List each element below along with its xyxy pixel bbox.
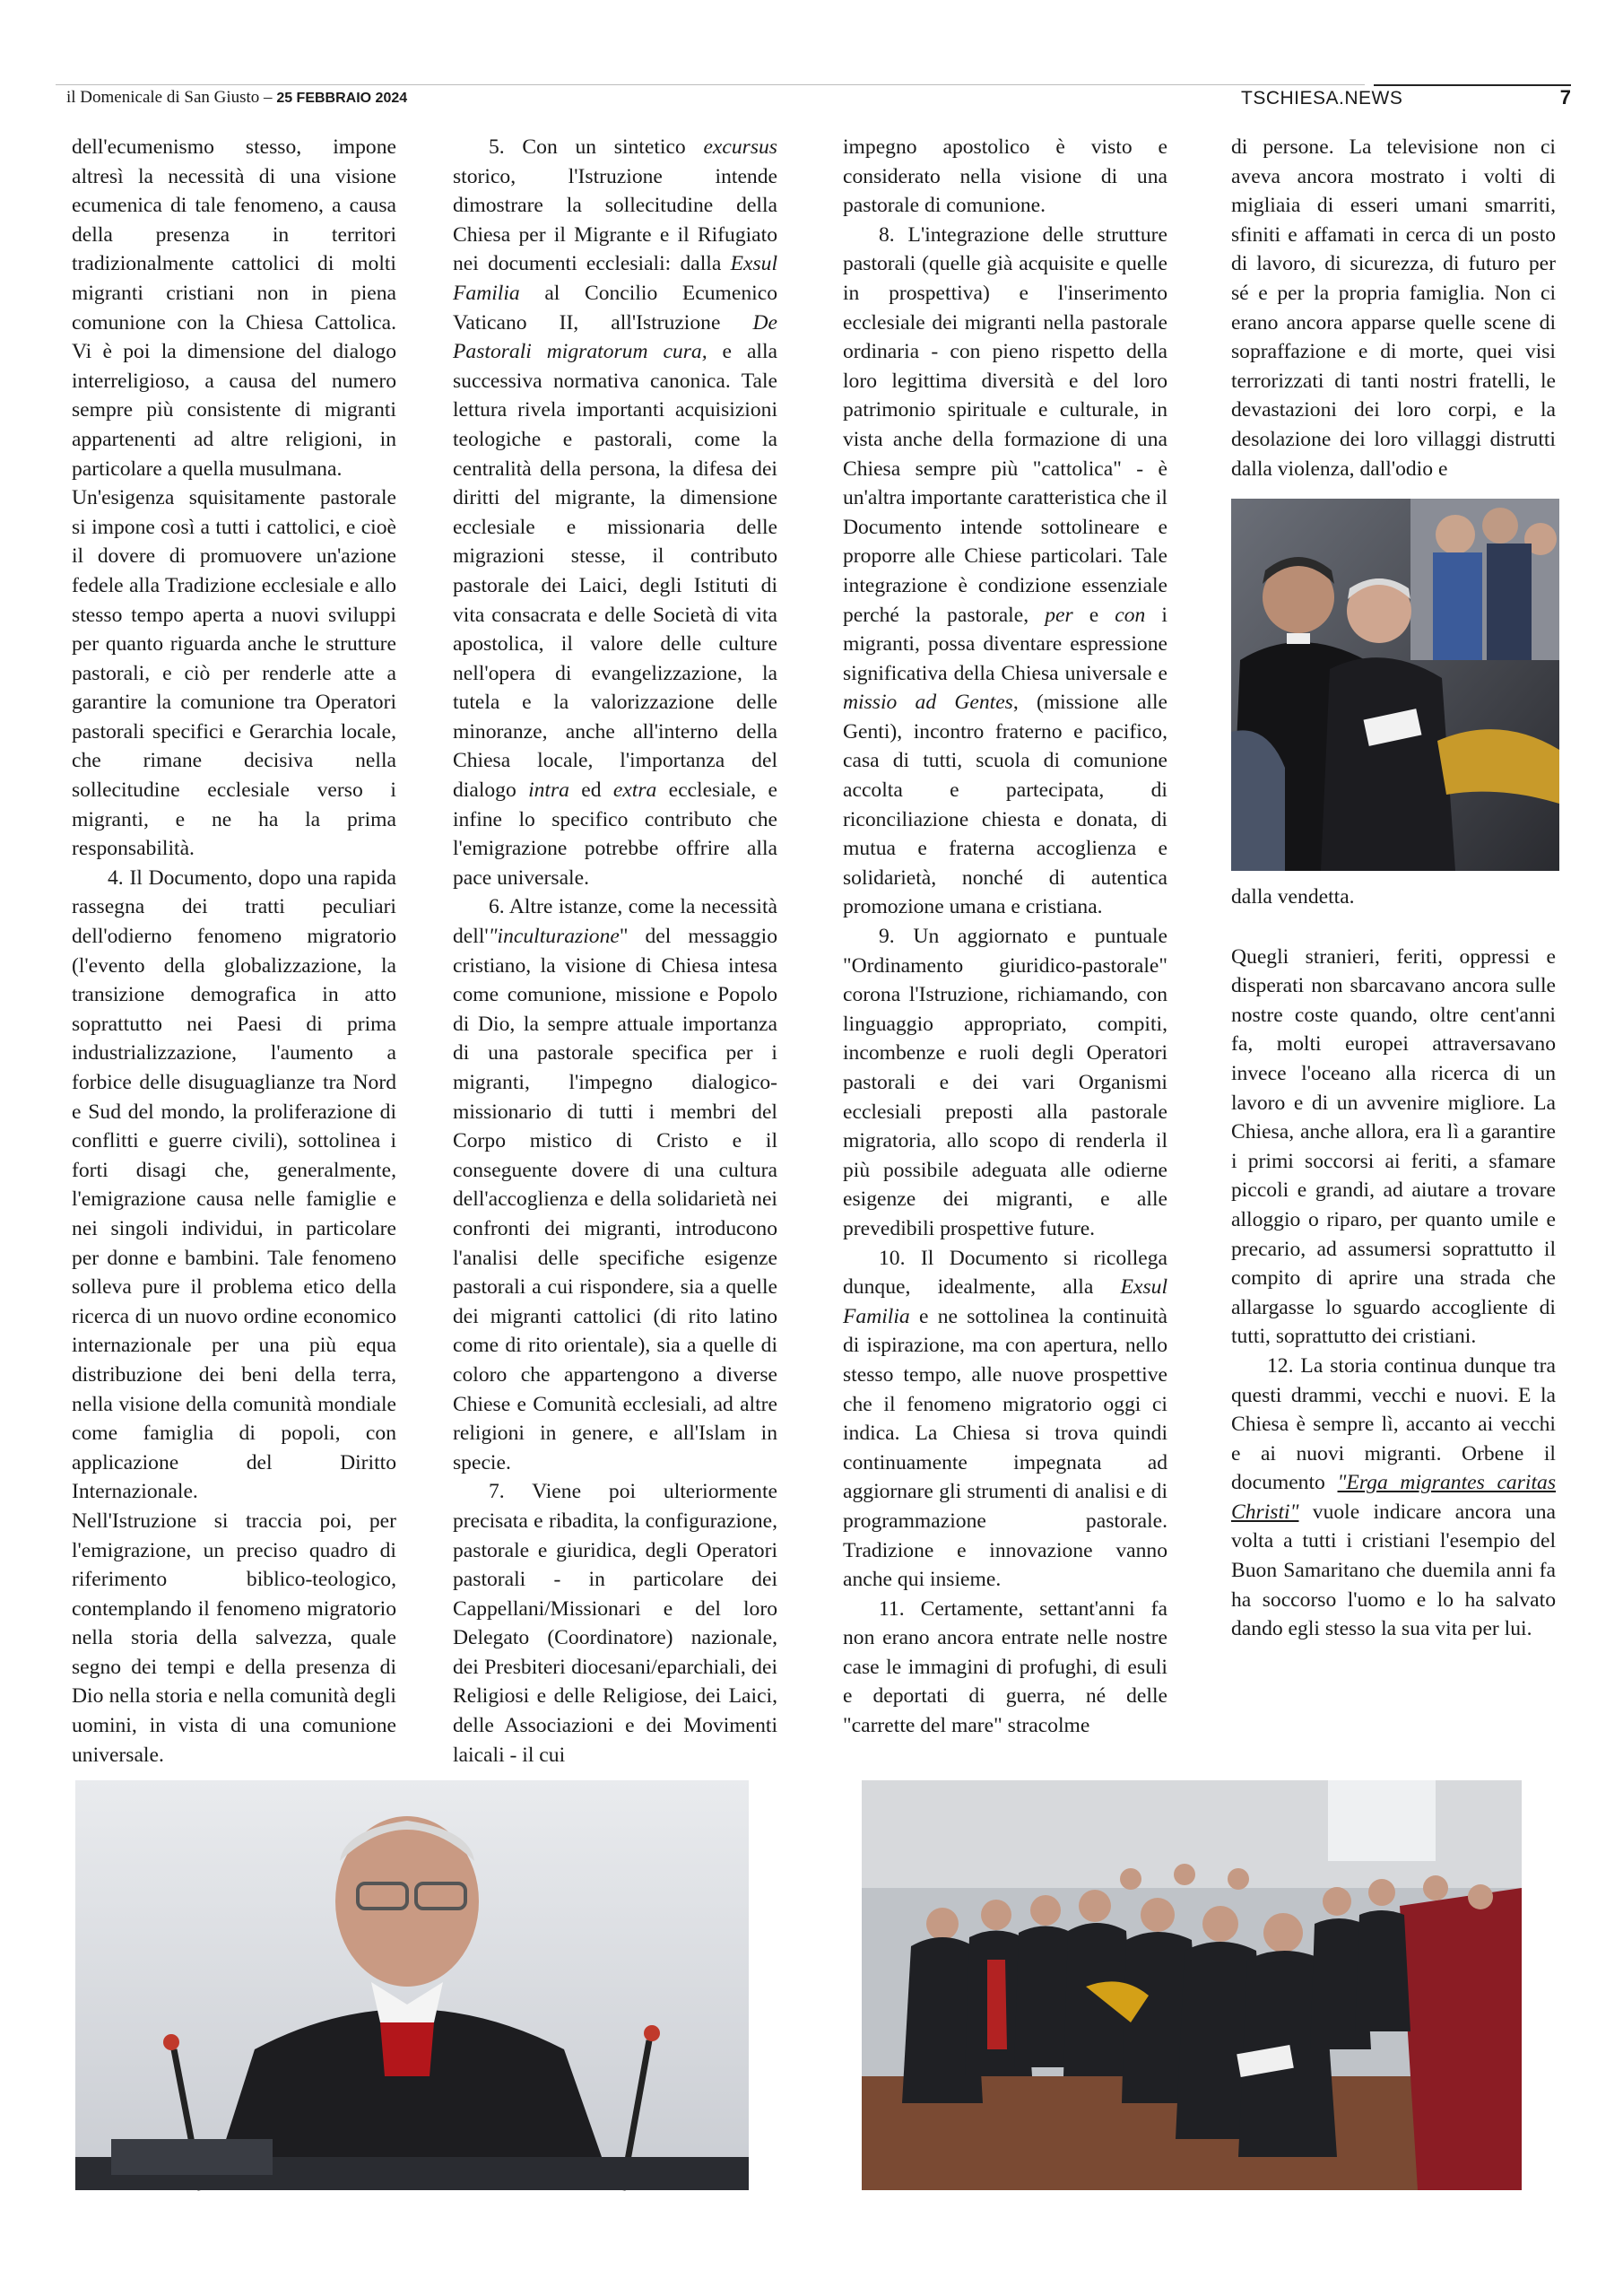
text-run: di persone. La televisione non ci aveva ancora mostrato i volti di migliaia di esseri umani smarriti, sfiniti e affamati in cerca di un posto di lavoro, di sicurezza, di futuro per sé e per la propria famiglia. Non ci erano ancora apparse quelle scene di sopraffazione e di morte, quei visi terrorizzati di tanti nostri fratelli, le devastazioni dei loro corpi, e la desolazione dei loro villaggi distrutti dalla violenza, dall'odio e [1231,135,1556,481]
article-paragraph [843,133,1167,221]
article-paragraph [72,864,396,1507]
italic-term: "inculturazione [488,925,620,949]
text-run: Un'esigenza squisitamente pastorale si impone così a tutti i cattolici, e cioè il dovere di promuovere un'azione fedele alla Tradizione ecclesiale e allo stesso tempo aperta a nuovi sviluppi per quanto riguarda anche le strutture pastorali, e ciò per renderle atte a garantire la comunione tra Operatori pastorali specifici e Gerarchia locale, che rimane decisiva nella sollecitudine ecclesiale verso i migranti, e ne ha la prima responsabilità. [72,486,396,861]
text-run: 8. L'integrazione delle strutture pastorali (quelle già acquisite e quelle in prospettiva) e l'inserimento ecclesiale dei migranti nella pastorale ordinaria - con pieno rispetto della loro legittima diversità e del loro patrimonio spirituale e culturale, in vista anche della formazione di una Chiesa sempre più "cattolica" - è un'altra importante caratteristica che il Documento intende sottolineare e proporre alle Chiese particolari. Tale integrazione è condizione essenziale perché la pastorale, [843,222,1167,627]
text-run: impegno apostolico è visto e considerato nella visione di una pastorale di comunione. [843,135,1167,218]
article-paragraph [843,221,1167,922]
photo-speaker-microphones [75,1780,749,2190]
article-paragraph [1231,943,1556,1352]
italic-term: De Pastorali migratorum cura, [453,310,777,364]
text-run: vuole indicare ancora una volta a tutti i cristiani l'esempio del Buon Samaritano che duemila anni fa ha soccorso l'uomo e lo ha salvato dando egli stesso la sua vita per lui. [1231,1500,1556,1641]
text-run: dell'ecumenismo stesso, impone altresì la necessità di una visione ecumenica di tale fenomeno, a causa della presenza in territori tradizionalmente cattolici di molti migranti cristiani non in piena comunione con la Chiesa Cattolica. Vi è poi la dimensione del dialogo interreligioso, a causa del numero sempre più consistente di migranti appartenenti ad altre religioni, in particolare a quella musulmana. [72,135,396,481]
photo-clergy-audience [1231,499,1559,871]
italic-term: excursus [703,135,777,159]
text-run: i migranti, possa diventare espressione significativa della Chiesa universale e [843,603,1167,685]
text-run: e [1072,603,1115,627]
text-run: al Concilio Ecumenico Vaticano II, all'Istruzione [453,281,777,335]
text-run: 5. Con un sintetico [489,135,704,159]
article-paragraph [453,892,777,1477]
text-run: 4. Il Documento, dopo una rapida rassegna dei tratti peculiari dell'odierno fenomeno migratorio (l'evento della globalizzazione, la transizione demografica in atto soprattutto nei Paesi di prima industrializzazione, l'aumento a forbice delle disuguaglianze tra Nord e Sud del mondo, la proliferazione di conflitti e guerre civili), sottolinea i forti disagi che, generalmente, l'emigrazione causa nelle famiglie e nei singoli individui, in particolare per donne e bambini. Tale fenomeno solleva pure il problema etico della ricerca di un nuovo ordine economico internazionale per una più equa distribuzione dei beni della terra, nella visione della comunità mondiale come famiglia di popoli, con applicazione del Diritto Internazionale. [72,865,396,1504]
article-paragraph [453,133,777,892]
article-paragraph [843,922,1167,1244]
page-number: 7 [1559,86,1571,109]
text-run: ed [568,778,613,803]
article-paragraph [1231,883,1556,912]
text-run: ecclesiale, e infine lo specifico contributo che l'emigrazione potrebbe offrire alla pace universale. [453,778,777,890]
article-paragraph [72,1507,396,1770]
page-header [56,79,1571,115]
masthead-title: il Domenicale di San Giusto – [66,88,277,107]
text-run: storico, l'Istruzione intende dimostrare la sollecitudine della Chiesa per il Migrante e il Rifugiato nei documenti ecclesiali: dalla [453,164,777,276]
text-run: 6. Altre istanze, come la necessità dell' [453,895,777,949]
article-paragraph [72,133,396,483]
article-paragraph [843,1244,1167,1595]
article-column-4-bottom [1231,883,1556,1690]
italic-term: Exsul Familia [453,252,777,305]
article-paragraph [453,1477,777,1770]
article-paragraph [1231,1352,1556,1644]
text-run: e ne sottolinea la continuità di ispirazione, ma con apertura, nello stesso tempo, alle nuove prospettive che il fenomeno migratorio oggi ci indica. La Chiesa si trova quindi continuamente impegnata ad aggiornare gli strumenti di analisi e di programmazione pastorale. Tradizione e innovazione vanno anche qui insieme. [843,1304,1167,1592]
text-run: 11. Certamente, settant'anni fa non erano ancora entrate nelle nostre case le immagini di profughi, di esuli e deportati di guerra, né delle "carrette del mare" stracolme [843,1596,1167,1738]
article-paragraph [843,1595,1167,1741]
text-run: " del messaggio cristiano, la visione di Chiesa intesa come comunione, missione e Popolo di Dio, la sempre attuale importanza di una pastorale specifica per i migranti, l'impegno dialogico-missionario di tutti i membri del Corpo mistico di Cristo e il conseguente dovere di una cultura dell'accoglienza e della solidarietà nei confronti dei migranti, introducono l'analisi delle specifiche esigenze pastorali a cui rispondere, sia a quelle dei migranti cattolici (di rito latino come di rito orientale), sia a quelle di coloro che appartengono a diverse Chiese e Comunità ecclesiali, ad altre religioni in genere, e all'Islam in specie. [453,925,777,1474]
article-column-2 [453,133,777,1767]
text-run: , (missione alle Genti), incontro fraterno e pacifico, casa di tutti, scuola di comunione accolta e partecipata, di riconciliazione chiesta e donata, di mutua e fraterna accoglienza e solidarietà, nonché di autentica promozione umana e cristiana. [843,691,1167,919]
text-run: 7. Viene poi ulteriormente precisata e ribadita, la configurazione, pastorale e giuridica, degli Operatori pastorali - in particolare dei Cappellani/Missionari e del loro Delegato (Coordinatore) nazionale, dei Presbiteri diocesani/eparchiali, dei Religiosi e delle Religiose, dei Laici, delle Associazioni e dei Movimenti laicali - il cui [453,1480,777,1767]
text-run: 10. Il Documento si ricollega dunque, idealmente, alla [843,1246,1167,1300]
text-run: 12. La storia continua dunque tra questi drammi, vecchi e nuovi. E la Chiesa è sempre lì, accanto ai vecchi e ai nuovi migranti. Orbene il documento [1231,1353,1556,1495]
site-name: TSCHIESA.NEWS [1241,88,1403,109]
article-paragraph [1231,133,1556,483]
masthead [66,88,407,108]
photo-conference-audience [862,1780,1522,2190]
italic-term: intra [528,778,569,803]
text-run: 9. Un aggiornato e puntuale "Ordinamento giuridico-pastorale" corona l'Istruzione, richiamando, con linguaggio appropriato, compiti, incombenze e ruoli degli Operatori pastorali e dei vari Organismi ecclesiali preposti alla pastorale migratoria, allo scopo di renderla il più possibile adeguata alle odierne esigenze dei migranti, e alle prevedibili prospettive future. [843,925,1167,1240]
text-run: e alla successiva normativa canonica. Tale lettura rivela importanti acquisizioni teologiche e pastorali, come la centralità della persona, la difesa dei diritti del migrante, la dimensione ecclesiale e missionaria delle migrazioni stesse, il contributo pastorale dei Laici, degli Istituti di vita consacrata e delle Società di vita apostolica, il valore delle culture nell'opera di evangelizzazione, la tutela e la valorizzazione delle minoranze, anche all'interno della Chiesa locale, l'importanza del dialogo [453,340,777,803]
document-title-link: "Erga migrantes caritas Christi" [1231,1471,1556,1524]
article-column-1 [72,133,396,1767]
italic-term: extra [612,778,657,803]
header-rule [56,84,1365,85]
article-column-3 [843,133,1167,1747]
text-run: Quegli stranieri, feriti, oppressi e disperati non sbarcavano ancora sulle nostre coste quando, oltre cent'anni fa, molti europei attraversavano invece l'oceano alla ricerca di un lavoro e di un avvenire migliore. La Chiesa, anche allora, era lì a garantire i primi soccorsi ai feriti, a sfamare piccoli e grandi, ad aiutare a trovare alloggio o riparo, per quanto umile e precario, ad assumersi soprattutto il compito di aprire una strada che allargasse lo sguardo accogliente di tutti, soprattutto dei cristiani. [1231,944,1556,1349]
text-run: Nell'Istruzione si traccia poi, per l'emigrazione, un preciso quadro di riferimento biblico-teologico, contemplando il fenomeno migratorio nella storia della salvezza, quale segno dei tempi e della presenza di Dio nella storia e nella comunità degli uomini, in vista di una comunione universale. [72,1509,396,1767]
article-paragraph [72,483,396,864]
italic-term: Exsul Familia [843,1275,1167,1328]
italic-term: missio ad Gentes [843,691,1013,715]
italic-term: con [1115,603,1146,627]
text-run: dalla vendetta. [1231,885,1355,909]
issue-date: 25 FEBBRAIO 2024 [276,91,408,106]
italic-term: per [1045,603,1073,627]
header-rule-accent [1374,84,1571,86]
